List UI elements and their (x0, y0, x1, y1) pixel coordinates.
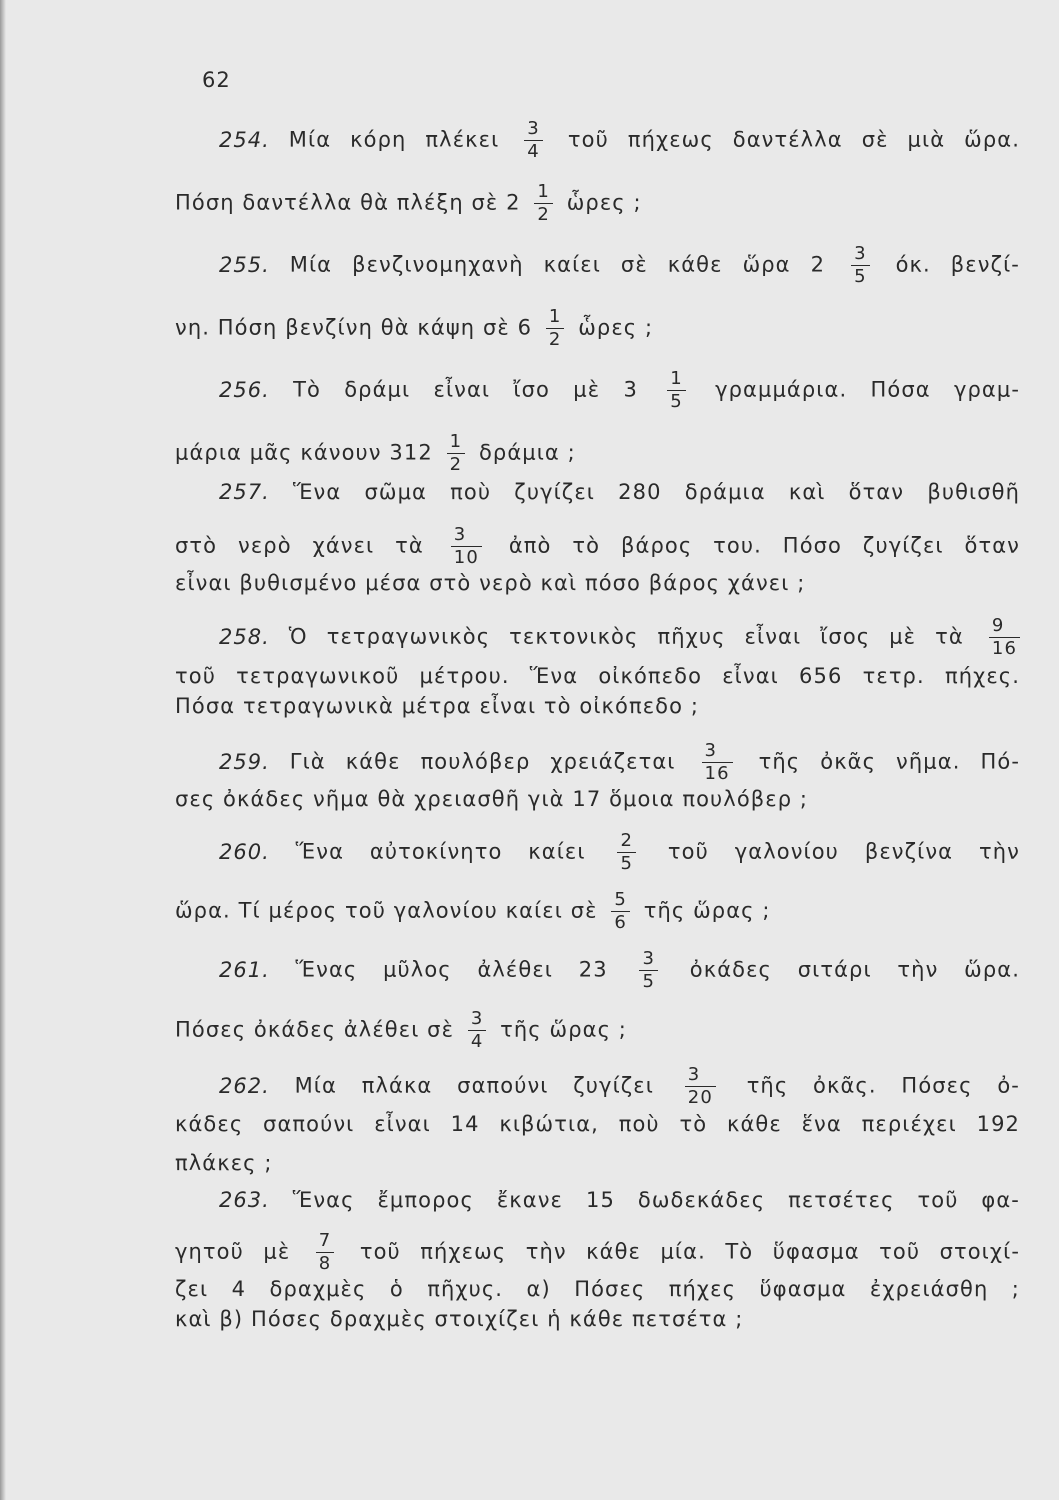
exercise-260-line-2: ὥρα. Τί μέρος τοῦ γαλονίου καίει σὲ $\frac{5}{6}$ τῆς ὥρας ; (175, 889, 771, 933)
fraction: $\frac{1}{2}$ (447, 433, 466, 474)
exercise-number: 254. (219, 127, 270, 152)
exercise-number: 258. (219, 624, 270, 649)
fraction: $\frac{3}{16}$ (702, 742, 733, 783)
exercise-number: 257. (219, 480, 270, 504)
fraction: $\frac{3}{5}$ (851, 245, 870, 286)
exercise-262-line-3: πλάκες ; (175, 1151, 273, 1175)
exercise-number: 261. (219, 957, 270, 982)
exercise-258-line-3: Πόσα τετραγωνικὰ μέτρα εἶναι τὸ οἰκόπεδο ; (175, 694, 700, 718)
fraction: $\frac{1}{5}$ (667, 370, 686, 411)
page-number: 62 (202, 68, 231, 92)
exercise-257-line-3: εἶναι βυθισμένο μέσα στὸ νερὸ καὶ πόσο βάρος χάνει ; (175, 571, 806, 595)
exercise-262-line-2: κάδες σαπούνι εἶναι 14 κιβώτια, ποὺ τὸ κάθε ἕνα περιέχει 192 (175, 1112, 1020, 1136)
exercise-number: 262. (219, 1073, 270, 1098)
fraction: $\frac{1}{2}$ (534, 183, 553, 224)
exercise-255-line-2: νη. Πόση βενζίνη θὰ κάψη σὲ 6 $\frac{1}{2}$ ὧρες ; (175, 306, 654, 350)
exercise-262-line-1: 262. Μία πλάκα σαπούνι ζυγίζει $\frac{3}{20}$ τῆς ὀκᾶς. Πόσες ὀ- (219, 1064, 1020, 1108)
fraction: $\frac{2}{5}$ (617, 832, 636, 873)
exercise-254-line-2: Πόση δαντέλλα θὰ πλέξη σὲ 2 $\frac{1}{2}$ ὧρες ; (175, 181, 642, 225)
exercise-261-line-1: 261. Ἕνας μῦλος ἀλέθει 23 $\frac{3}{5}$ ὀκάδες σιτάρι τὴν ὥρα. (219, 948, 1020, 992)
fraction: $\frac{3}{10}$ (451, 526, 482, 567)
exercise-263-line-3: ζει 4 δραχμὲς ὁ πῆχυς. α) Πόσες πήχες ὕφασμα ἐχρειάσθη ; (175, 1277, 1020, 1301)
exercise-256-line-2: μάρια μᾶς κάνουν 312 $\frac{1}{2}$ δράμια ; (175, 431, 576, 475)
exercise-number: 260. (219, 839, 270, 864)
exercise-259-line-1: 259. Γιὰ κάθε πουλόβερ χρειάζεται $\frac{3}{16}$ τῆς ὀκᾶς νῆμα. Πό- (219, 740, 1020, 784)
page-edge-shadow (0, 0, 6, 1500)
fraction: $\frac{3}{5}$ (639, 950, 658, 991)
fraction: $\frac{1}{2}$ (546, 308, 565, 349)
fraction: $\frac{9}{16}$ (989, 617, 1020, 658)
fraction: $\frac{3}{4}$ (468, 1010, 487, 1051)
exercise-258-line-2: τοῦ τετραγωνικοῦ μέτρου. Ἕνα οἰκόπεδο εἶναι 656 τετρ. πήχες. (175, 664, 1020, 688)
exercise-256-line-1: 256. Τὸ δράμι εἶναι ἴσο μὲ 3 $\frac{1}{5}$ γραμμάρια. Πόσα γραμ- (219, 368, 1021, 412)
exercise-number: 255. (219, 252, 270, 277)
exercise-263-line-1: 263. Ἕνας ἔμπορος ἔκανε 15 δωδεκάδες πετσέτες τοῦ φα- (219, 1188, 1020, 1212)
exercise-260-line-1: 260. Ἕνα αὐτοκίνητο καίει $\frac{2}{5}$ τοῦ γαλονίου βενζίνα τὴν (219, 830, 1020, 874)
exercise-257-line-1: 257. Ἕνα σῶμα ποὺ ζυγίζει 280 δράμια καὶ ὅταν βυθισθῆ (219, 480, 1020, 504)
exercise-257-line-2: στὸ νερὸ χάνει τὰ $\frac{3}{10}$ ἀπὸ τὸ βάρος του. Πόσο ζυγίζει ὅταν (175, 524, 1020, 568)
exercise-255-line-1: 255. Μία βενζινομηχανὴ καίει σὲ κάθε ὥρα 2 $\frac{3}{5}$ όκ. βενζί- (219, 243, 1020, 287)
exercise-number: 256. (219, 377, 270, 402)
fraction: $\frac{7}{8}$ (316, 1232, 335, 1273)
exercise-number: 259. (219, 749, 270, 774)
exercise-259-line-2: σες ὀκάδες νῆμα θὰ χρειασθῆ γιὰ 17 ὅμοια πουλόβερ ; (175, 787, 809, 811)
fraction: $\frac{3}{20}$ (685, 1066, 716, 1107)
exercise-254-line-1: 254. Μία κόρη πλέκει $\frac{3}{4}$ τοῦ πήχεως δαντέλλα σὲ μιὰ ὥρα. (219, 118, 1021, 162)
exercise-258-line-1: 258. Ὁ τετραγωνικὸς τεκτονικὸς πῆχυς εἶναι ἴσος μὲ τὰ $\frac{9}{16}$ (175, 617, 1020, 658)
exercise-number: 263. (219, 1188, 270, 1212)
fraction: $\frac{5}{6}$ (611, 891, 630, 932)
exercise-263-line-4: καὶ β) Πόσες δραχμὲς στοιχίζει ἡ κάθε πετσέτα ; (175, 1307, 744, 1331)
fraction: $\frac{3}{4}$ (524, 120, 543, 161)
exercise-263-line-2: γητοῦ μὲ $\frac{7}{8}$ τοῦ πήχεως τὴν κάθε μία. Τὸ ὕφασμα τοῦ στοιχί- (175, 1230, 1020, 1274)
exercise-261-line-2: Πόσες ὀκάδες ἀλέθει σὲ $\frac{3}{4}$ τῆς ὥρας ; (175, 1008, 627, 1052)
